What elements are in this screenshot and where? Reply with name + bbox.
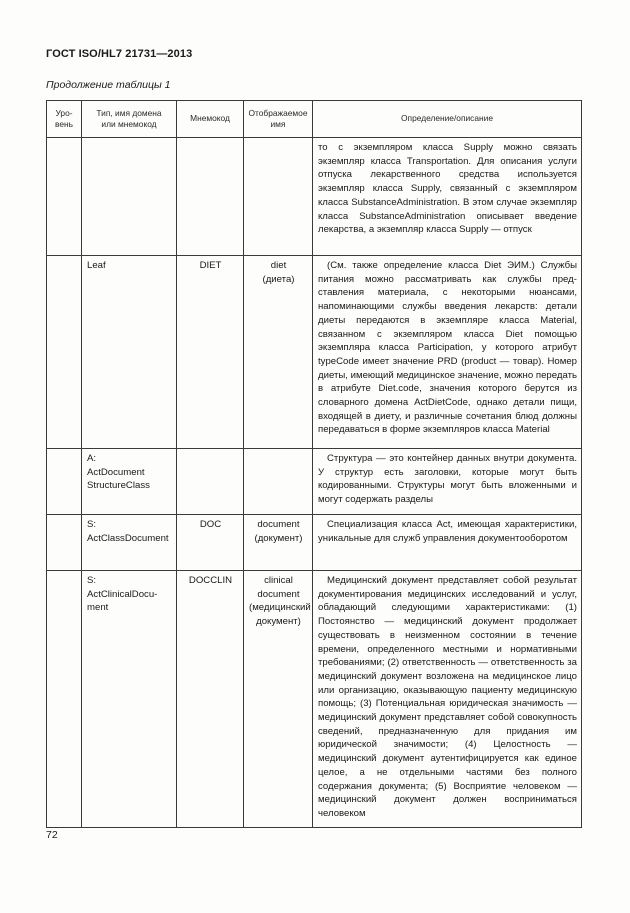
table-header-row <box>47 101 582 138</box>
column-header-code: Мнемокод <box>177 101 244 138</box>
table-row <box>47 138 582 256</box>
cell-definition: (См. также определение класса Diet ЭИМ.) Службы питания можно рассматривать как службы представления материала, с некоторыми нюансами, напоминающими службы введения лекарств: детали диеты передаются в экземпляре класса Material, связанном с экземпляром класса Diet помощью экземпляра класса Participation, у которого атрибут typeCode имеет значение PRD (product — товар). Номер диеты, имеющий медицинское значение, можно передать в атрибуте Diet.code, значения которого берутся из словарного домена ActDietCode, однако детали пищи, входящей в диету, и различные сочетания блюд должны передаваться в форме экземпляров класса Material <box>313 256 582 449</box>
cell-display: clinical document (медицинский документ) <box>244 571 313 828</box>
cell-code <box>177 449 244 515</box>
column-header-level: Уро- вень <box>47 101 82 138</box>
table-row <box>47 449 582 515</box>
cell-definition: Специализация класса Act, имеющая характеристики, уникальные для служб управления документооборотом <box>313 515 582 571</box>
column-header-display: Отображаемое имя <box>244 101 313 138</box>
cell-level <box>47 571 82 828</box>
cell-level <box>47 515 82 571</box>
cell-code: DIET <box>177 256 244 449</box>
cell-code: DOCCLIN <box>177 571 244 828</box>
cell-level <box>47 138 82 256</box>
definitions-table <box>46 100 582 828</box>
cell-code <box>177 138 244 256</box>
cell-display: diet (диета) <box>244 256 313 449</box>
cell-level <box>47 256 82 449</box>
page-number: 72 <box>46 829 58 841</box>
cell-display <box>244 449 313 515</box>
table-row <box>47 571 582 828</box>
cell-definition: то с экземпляром класса Supply можно связать экземпляр класса Transportation. Для описания услуги отпуска лекарственного средства используется экземпляр класса Supply, связанный с экземпляром класса SubstanceAdministration. В этом случае экземпляр класса SubstanceAdministration описывает введение лекарства, а экземпляр класса Supply — отпуск <box>313 138 582 256</box>
cell-code: DOC <box>177 515 244 571</box>
table-row <box>47 515 582 571</box>
table-row <box>47 256 582 449</box>
cell-type <box>82 138 177 256</box>
cell-type: S: ActClinicalDocu- ment <box>82 571 177 828</box>
cell-display <box>244 138 313 256</box>
table-continuation-caption: Продолжение таблицы 1 <box>46 79 171 91</box>
cell-type: S: ActClassDocument <box>82 515 177 571</box>
column-header-definition: Определение/описание <box>313 101 582 138</box>
column-header-type: Тип, имя домена или мнемокод <box>82 101 177 138</box>
cell-definition: Медицинский документ представляет собой результат документирования медицинских исследований и услуг, обладающий следующими характеристиками: (1) Постоянство — медицинский документ продолжает существовать в неизменном состоянии в течение времени, определенного местными и нормативными требованиями; (2) ответственность — ответственность за медицинский документ возложена на медицинское лицо или организацию, оказывающую пациенту медицинскую помощь; (3) Потенциальная юридическая значимость — медицинский документ представляет собой совокупность сведений, предназначенную для придания им юридической значимости; (4) Целостность — медицинский документ аутентифицируется как единое целое, а не отдельными частями без полного содержания документа; (5) Восприятие человеком — медицинский документ должен восприниматься человеком <box>313 571 582 828</box>
cell-type: Leaf <box>82 256 177 449</box>
document-code: ГОСТ ISO/HL7 21731—2013 <box>46 48 193 60</box>
cell-level <box>47 449 82 515</box>
cell-display: document (документ) <box>244 515 313 571</box>
cell-type: A: ActDocument StructureClass <box>82 449 177 515</box>
cell-definition: Структура — это контейнер данных внутри документа. У структур есть заголовки, которые могут быть кодированными. Структуры могут быть вложенными и могут содержать разделы <box>313 449 582 515</box>
